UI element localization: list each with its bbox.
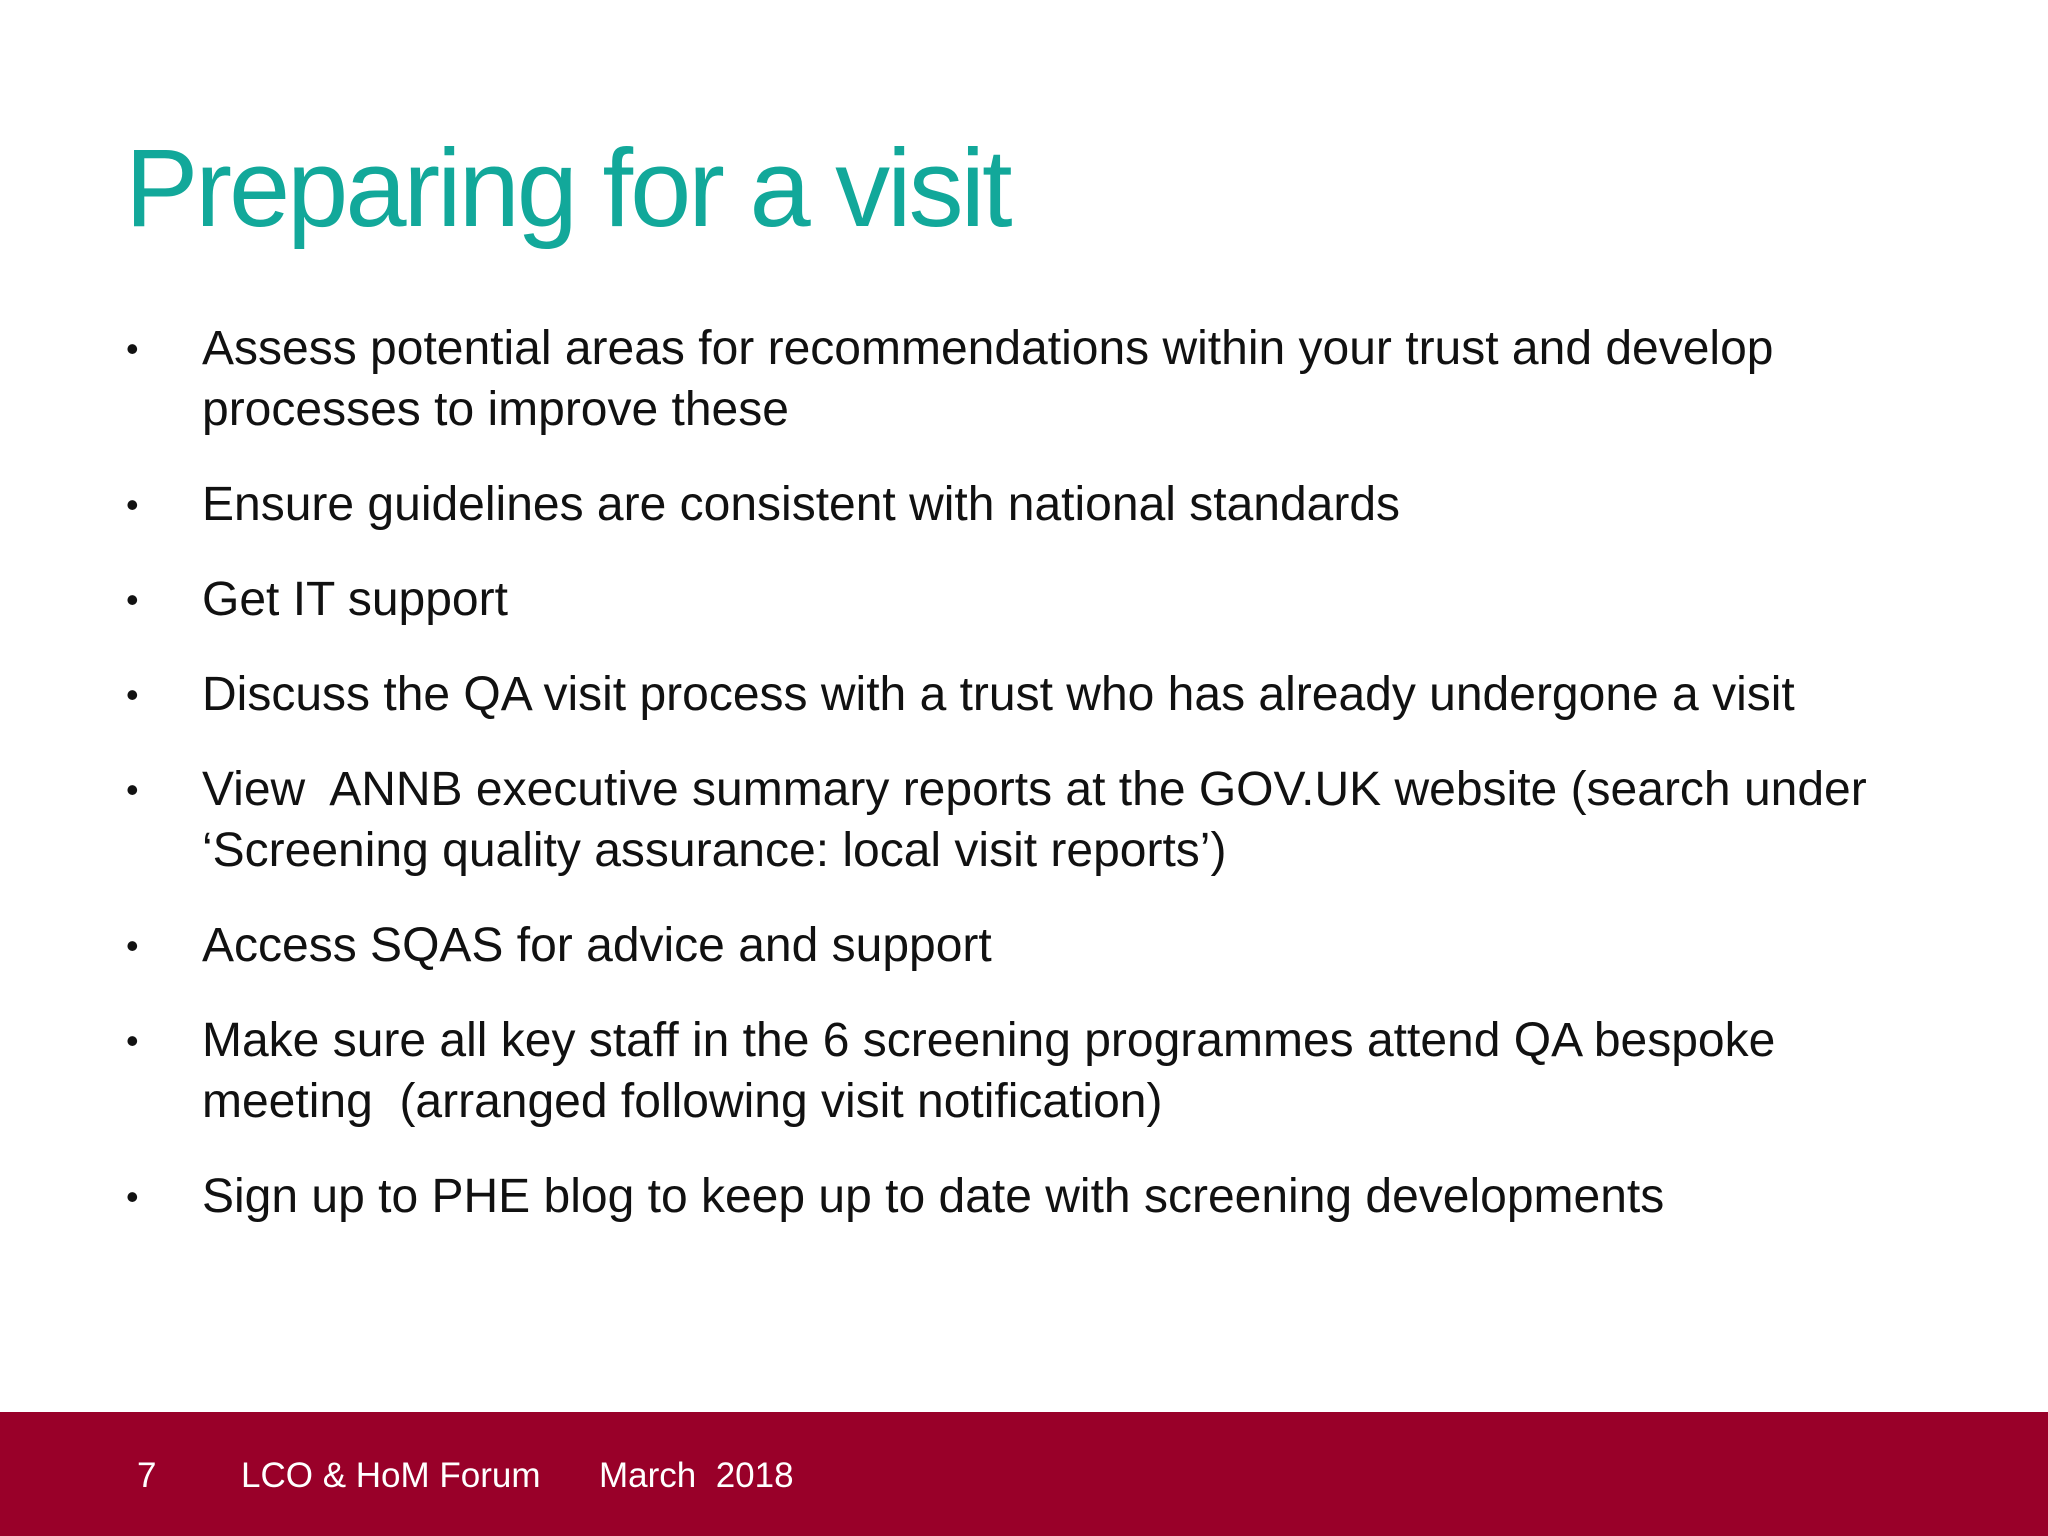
bullet-marker: •: [126, 1020, 139, 1061]
bullet-item: [120, 664, 1940, 725]
bullet-marker: •: [126, 328, 139, 369]
bullet-list: [120, 318, 1940, 1261]
slide-title: Preparing for a visit: [125, 127, 1010, 250]
bullet-marker: •: [126, 1176, 139, 1217]
bullet-item: [120, 1010, 1940, 1132]
footer-date: March 2018: [599, 1456, 794, 1495]
bullet-item: [120, 318, 1940, 440]
bullet-item: [120, 915, 1940, 976]
bullet-text: Get IT support: [202, 573, 508, 626]
bullet-text: Access SQAS for advice and support: [202, 919, 992, 972]
bullet-marker: •: [126, 674, 139, 715]
bullet-text: Discuss the QA visit process with a trust who has already undergone a visit: [202, 668, 1795, 721]
bullet-item: [120, 474, 1940, 535]
bullet-marker: •: [126, 484, 139, 525]
bullet-marker: •: [126, 769, 139, 810]
bullet-marker: •: [126, 925, 139, 966]
footer-event-name: LCO & HoM Forum: [241, 1456, 541, 1495]
bullet-text: Ensure guidelines are consistent with national standards: [202, 478, 1401, 531]
bullet-text: Assess potential areas for recommendations within your trust and develop processes to improve these: [202, 322, 1774, 436]
bullet-text: Sign up to PHE blog to keep up to date with screening developments: [202, 1170, 1665, 1223]
bullet-text: View ANNB executive summary reports at the GOV.UK website (search under ‘Screening quality assurance: local visit reports’): [202, 763, 1881, 877]
bullet-item: [120, 569, 1940, 630]
footer-page-number: 7: [137, 1456, 157, 1495]
bullet-item: [120, 759, 1940, 881]
bullet-text: Make sure all key staff in the 6 screening programmes attend QA bespoke meeting (arranged following visit notification): [202, 1014, 1789, 1128]
bullet-marker: •: [126, 579, 139, 620]
bullet-item: [120, 1166, 1940, 1227]
